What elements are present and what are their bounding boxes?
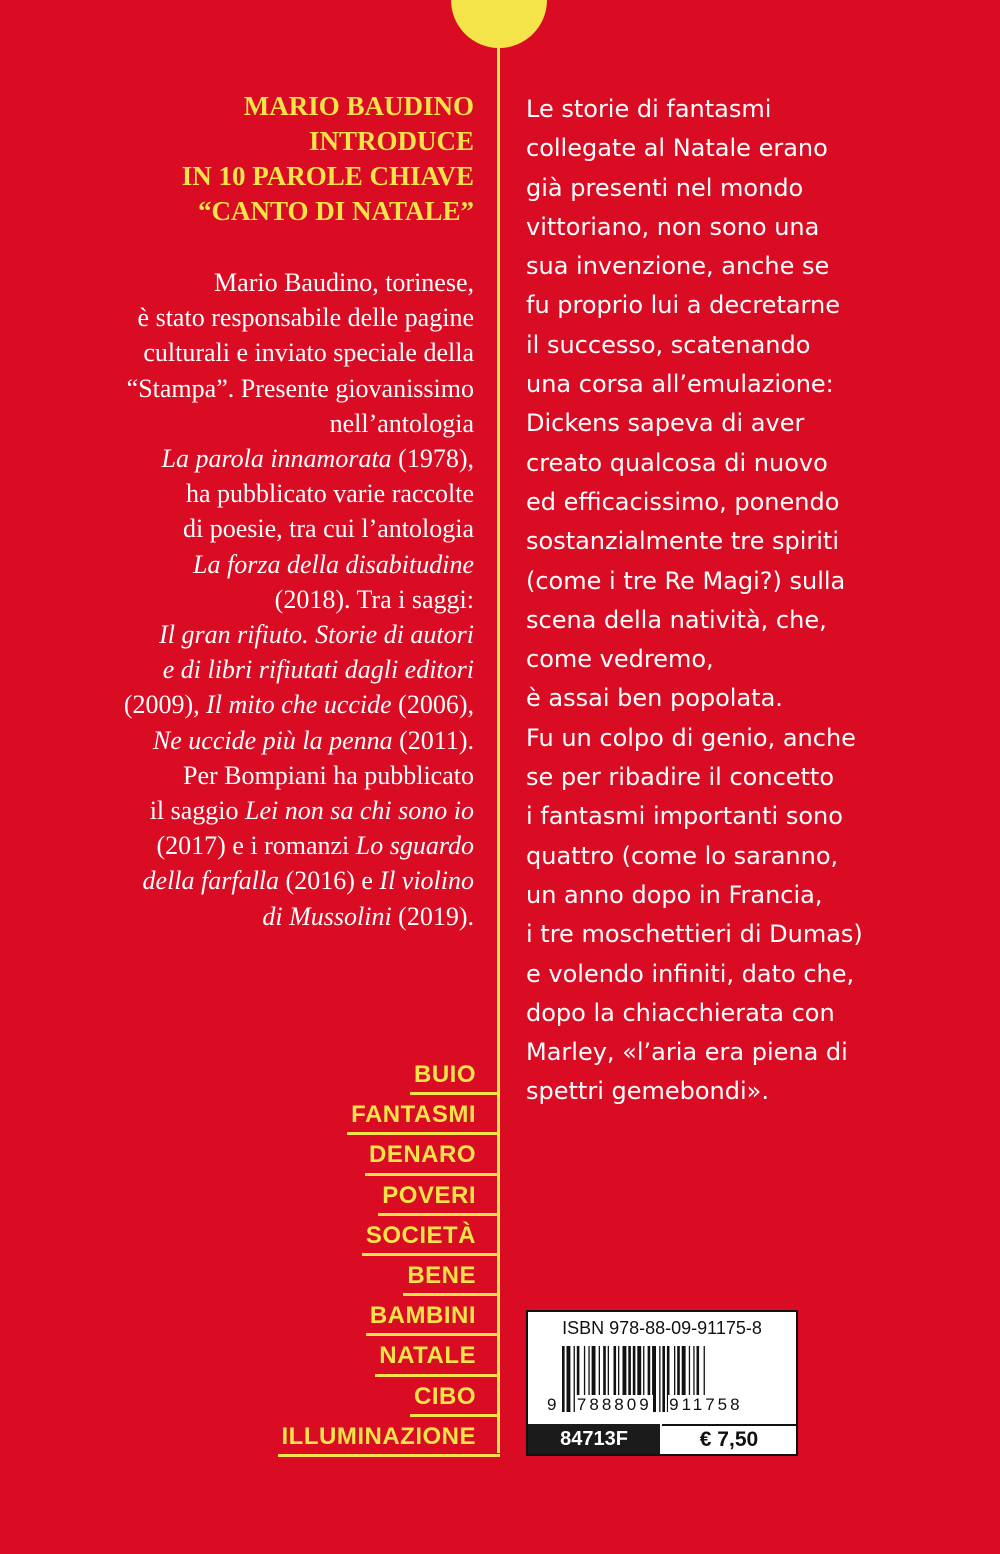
excerpt-line: un anno dopo in Francia,: [526, 880, 823, 909]
bio-text: culturali e inviato speciale della: [143, 338, 474, 368]
bio-line: [124, 371, 474, 406]
bio-line: [124, 406, 474, 441]
bio-text: ha pubblicato varie raccolte: [185, 479, 474, 509]
keyword-item: [278, 1336, 498, 1376]
excerpt-line: collegate al Natale erano: [526, 134, 828, 163]
heading-line: INTRODUCE: [308, 126, 474, 156]
bio-text: è stato responsabile delle pagine: [137, 303, 474, 333]
excerpt-line: quattro (come lo saranno,: [526, 841, 839, 870]
keyword-item: [278, 1095, 498, 1135]
keyword-label: BAMBINI: [366, 1296, 500, 1336]
book-title: La forza della disabitudine: [193, 549, 474, 579]
keyword-label: CIBO: [410, 1377, 500, 1417]
keyword-item: [278, 1256, 498, 1296]
excerpt-line: sua invenzione, anche se: [526, 252, 830, 281]
excerpt-line: scena della natività, che,: [526, 605, 827, 634]
bio-text: Mario Baudino, torinese,: [214, 268, 474, 297]
excerpt-line: i fantasmi importanti sono: [526, 802, 843, 831]
bio-text: nell’antologia: [329, 408, 474, 438]
book-title: Lo sguardo: [355, 831, 474, 861]
book-title: Il violino: [379, 866, 474, 896]
excerpt-line: sostanzialmente tre spiriti: [526, 527, 839, 556]
heading-line: “CANTO DI NATALE”: [197, 196, 474, 226]
bio-line: [124, 582, 474, 617]
bio-line: [124, 300, 474, 335]
barcode-digit-group: 788809: [576, 1395, 652, 1414]
barcode-digit-group: 911758: [669, 1395, 743, 1414]
bio-line: [124, 899, 474, 934]
bio-line: [124, 758, 474, 793]
book-title: e di libri rifiutati dagli editori: [162, 655, 474, 685]
heading-line: MARIO BAUDINO: [243, 91, 474, 121]
author-bio: [124, 265, 474, 934]
excerpt-line: (come i tre Re Magi?) sulla: [526, 566, 846, 595]
excerpt-line: e volendo infiniti, dato che,: [526, 959, 855, 988]
keyword-item: [278, 1055, 498, 1095]
bio-line: [124, 723, 474, 758]
bio-line: [124, 441, 474, 476]
book-title: Il mito che uccide: [206, 690, 392, 720]
bio-text: (2018). Tra i saggi:: [274, 584, 474, 614]
bio-text: (2006),: [391, 690, 474, 720]
bio-text: (2019).: [391, 901, 474, 931]
excerpt-line: una corsa all’emulazione:: [526, 370, 834, 399]
keyword-item: [278, 1135, 498, 1175]
bio-text: “Stampa”. Presente giovanissimo: [126, 373, 474, 403]
intro-heading: [182, 89, 474, 229]
excerpt-text: [526, 90, 863, 1112]
bio-line: [124, 828, 474, 863]
book-title: della farfalla: [142, 866, 280, 896]
bio-text: (2011).: [392, 725, 474, 755]
keyword-label: NATALE: [375, 1336, 500, 1376]
book-title: Lei non sa chi sono io: [245, 796, 474, 826]
keyword-item: [278, 1417, 498, 1457]
product-code: 84713F: [528, 1424, 660, 1454]
bio-text: Per Bompiani ha pubblicato: [182, 760, 474, 790]
bio-line: [124, 687, 474, 722]
keyword-label: BUIO: [410, 1055, 500, 1095]
bio-text: (2017) e i romanzi: [156, 831, 356, 861]
excerpt-line: è assai ben popolata.: [526, 684, 783, 713]
bio-line: [124, 335, 474, 370]
bio-line: [124, 547, 474, 582]
keyword-item: [278, 1377, 498, 1417]
bio-text: il saggio: [149, 796, 246, 826]
bio-line: [124, 793, 474, 828]
bio-line: [124, 265, 474, 300]
bio-text: di poesie, tra cui l’antologia: [183, 514, 474, 544]
excerpt-line: come vedremo,: [526, 645, 714, 674]
keyword-label: ILLUMINAZIONE: [278, 1417, 500, 1457]
excerpt-line: Marley, «l’aria era piena di: [526, 1038, 848, 1067]
excerpt-line: dopo la chiacchierata con: [526, 998, 835, 1027]
excerpt-line: il successo, scatenando: [526, 330, 811, 359]
bio-text: (1978),: [391, 444, 474, 474]
excerpt-line: Fu un colpo di genio, anche: [526, 723, 856, 752]
barcode-digit-group: 9: [547, 1395, 560, 1414]
bio-line: [124, 652, 474, 687]
keyword-label: POVERI: [378, 1176, 500, 1216]
bio-line: [124, 863, 474, 898]
keyword-label: BENE: [403, 1256, 500, 1296]
keyword-list: [278, 1055, 498, 1457]
keyword-label: SOCIETÀ: [362, 1216, 500, 1256]
book-title: Ne uccide più la penna: [152, 725, 393, 755]
excerpt-line: creato qualcosa di nuovo: [526, 448, 828, 477]
excerpt-line: vittoriano, non sono una: [526, 212, 820, 241]
keyword-item: [278, 1296, 498, 1336]
heading-line: IN 10 PAROLE CHIAVE: [181, 161, 474, 191]
excerpt-line: ed efficacissimo, ponendo: [526, 487, 840, 516]
barcode-box: [526, 1310, 798, 1456]
price: € 7,50: [662, 1424, 796, 1454]
excerpt-line: già presenti nel mondo: [526, 173, 804, 202]
book-title: Il gran rifiuto. Storie di autori: [159, 620, 474, 650]
book-title: La parola innamorata: [161, 444, 392, 474]
isbn-label: ISBN 978-88-09-91175-8: [562, 1318, 762, 1338]
excerpt-line: fu proprio lui a decretarne: [526, 291, 840, 320]
bio-line: [124, 511, 474, 546]
excerpt-line: i tre moschettieri di Dumas): [526, 920, 863, 949]
bio-line: [124, 617, 474, 652]
bio-text: (2009),: [123, 690, 207, 720]
excerpt-line: Le storie di fantasmi: [526, 95, 772, 123]
excerpt-line: spettri gemebondi».: [526, 1077, 769, 1106]
bio-text: (2016) e: [279, 866, 380, 896]
barcode-digits: [546, 1395, 744, 1415]
keyword-item: [278, 1216, 498, 1256]
excerpt-line: se per ribadire il concetto: [526, 763, 835, 792]
keyword-label: FANTASMI: [347, 1095, 500, 1135]
bio-line: [124, 476, 474, 511]
book-title: di Mussolini: [262, 901, 392, 931]
keyword-item: [278, 1176, 498, 1216]
excerpt-line: Dickens sapeva di aver: [526, 409, 805, 438]
keyword-label: DENARO: [365, 1135, 500, 1175]
